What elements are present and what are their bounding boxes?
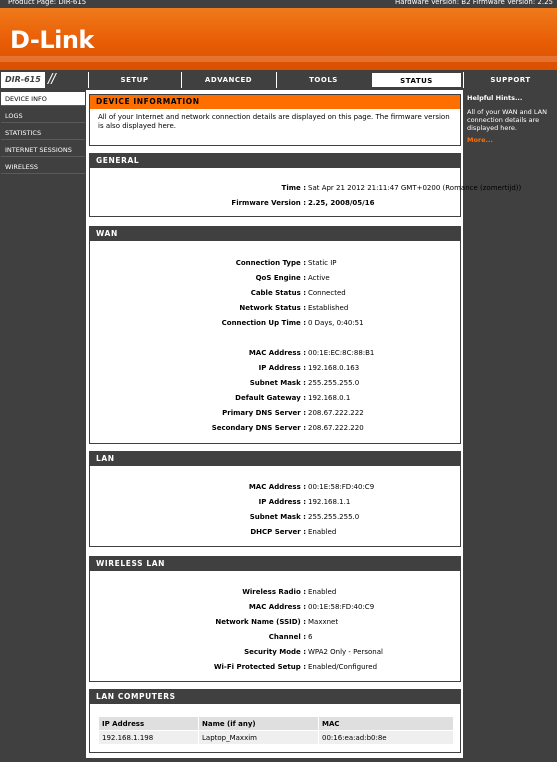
row-label: MAC Address :: [248, 349, 306, 357]
row-label: Subnet Mask :: [249, 379, 306, 387]
general-section: [89, 153, 522, 217]
wireless-row: [90, 601, 462, 613]
tab-support[interactable]: SUPPORT: [463, 72, 557, 88]
row-label: MAC Address :: [248, 603, 306, 611]
general-time-row: [90, 182, 522, 194]
wan-row: [90, 287, 462, 299]
wan-row: [90, 377, 462, 389]
row-label: Wireless Radio :: [242, 588, 306, 596]
row-label: QoS Engine :: [255, 274, 306, 282]
lan-computers-table: [98, 716, 454, 745]
dlink-logo: D-Link: [10, 26, 94, 54]
banner-stripe: [0, 56, 557, 62]
row-label: Default Gateway :: [235, 394, 306, 402]
column-header: MAC: [319, 717, 454, 731]
row-value: 208.67.222.222: [308, 409, 364, 417]
row-value: 255.255.255.0: [308, 379, 360, 387]
row-value: Enabled: [308, 528, 337, 536]
wireless-row: [90, 586, 462, 598]
column-header: Name (if any): [199, 717, 319, 731]
row-label: DHCP Server :: [250, 528, 306, 536]
general-title: GENERAL: [90, 154, 460, 168]
model-badge: DIR-615: [1, 72, 45, 88]
row-value: Enabled: [308, 588, 337, 596]
lan-computers-title: LAN COMPUTERS: [90, 690, 460, 704]
row-value: Sat Apr 21 2012 21:11:47 GMT+0200 (Romance (zomertijd)): [308, 184, 522, 192]
wireless-row: [90, 631, 462, 643]
row-label: Connection Up Time :: [221, 319, 306, 327]
sidebar-item-internet-sessions[interactable]: INTERNET SESSIONS: [1, 143, 85, 157]
row-label: Time :: [281, 184, 306, 192]
row-value: 255.255.255.0: [308, 513, 360, 521]
row-value: Established: [308, 304, 349, 312]
row-value: Enabled/Configured: [308, 663, 378, 671]
lan-row: [90, 481, 462, 493]
lan-section: [89, 451, 461, 547]
row-label: Primary DNS Server :: [222, 409, 306, 417]
sidebar-item-wireless[interactable]: WIRELESS: [1, 160, 85, 174]
top-info-bar: [0, 0, 557, 8]
hints-text: All of your WAN and LAN connection details are displayed here.: [467, 108, 547, 132]
wireless-row: [90, 616, 462, 628]
bottom-bar: [0, 758, 557, 762]
row-value: 192.168.0.1: [308, 394, 351, 402]
row-value: 00:1E:58:FD:40:C9: [308, 603, 375, 611]
row-value: 192.168.1.1: [308, 498, 351, 506]
lan-computers-section: [89, 689, 461, 753]
table-header-row: [99, 717, 454, 731]
row-value: Maxxnet: [308, 618, 339, 626]
row-value: 00:1E:58:FD:40:C9: [308, 483, 375, 491]
table-cell: 00:16:ea:ad:b0:8e: [319, 731, 454, 745]
wan-row: [90, 302, 462, 314]
row-value: 208.67.222.220: [308, 424, 364, 432]
sidebar-item-device-info[interactable]: DEVICE INFO: [1, 92, 85, 106]
row-label: Wi-Fi Protected Setup :: [213, 663, 306, 671]
header-banner: [0, 8, 557, 70]
tab-tools[interactable]: TOOLS: [276, 72, 370, 88]
lan-title: LAN: [90, 452, 460, 466]
general-firmware-row: [90, 197, 462, 209]
left-sidebar: [0, 90, 86, 762]
tab-advanced[interactable]: ADVANCED: [181, 72, 275, 88]
wan-row: [90, 317, 462, 329]
hints-title: Helpful Hints...: [467, 94, 523, 102]
wan-title: WAN: [90, 227, 460, 241]
table-cell: 192.168.1.198: [99, 731, 199, 745]
row-label: Channel :: [268, 633, 306, 641]
device-info-section: [89, 94, 461, 146]
wan-row: [90, 407, 462, 419]
sidebar-item-logs[interactable]: LOGS: [1, 109, 85, 123]
row-value: 0 Days, 0:40:51: [308, 319, 364, 327]
wan-row: [90, 272, 462, 284]
row-label: Network Name (SSID) :: [215, 618, 306, 626]
row-label: MAC Address :: [248, 483, 306, 491]
tab-status[interactable]: STATUS: [371, 72, 462, 88]
row-value: Active: [308, 274, 330, 282]
wan-row: [90, 362, 462, 374]
row-value: Connected: [308, 289, 346, 297]
column-header: IP Address: [99, 717, 199, 731]
row-value: 00:1E:EC:8C:88:B1: [308, 349, 375, 357]
table-cell: Laptop_Maxxim: [199, 731, 319, 745]
row-value: 192.168.0.163: [308, 364, 360, 372]
lan-row: [90, 496, 462, 508]
hints-more-link[interactable]: More...: [467, 136, 493, 144]
wan-row: [90, 347, 462, 359]
wan-row: [90, 257, 462, 269]
wireless-lan-title: WIRELESS LAN: [90, 557, 460, 571]
device-info-description: All of your Internet and network connection details are displayed on this page. The firmware version is also displayed here.: [98, 113, 450, 130]
row-label: Subnet Mask :: [249, 513, 306, 521]
slash-decoration: //: [48, 72, 55, 87]
row-label: Cable Status :: [250, 289, 306, 297]
row-value: WPA2 Only - Personal: [308, 648, 383, 656]
sidebar-item-statistics[interactable]: STATISTICS: [1, 126, 85, 140]
row-value: 2.25, 2008/05/16: [308, 199, 375, 207]
wan-row: [90, 422, 462, 434]
table-row: [99, 731, 454, 745]
row-label: Firmware Version :: [231, 199, 306, 207]
wan-section: [89, 226, 461, 444]
row-value: Static IP: [308, 259, 337, 267]
wireless-row: [90, 646, 462, 658]
device-info-title: DEVICE INFORMATION: [90, 95, 460, 109]
tab-setup[interactable]: SETUP: [88, 72, 180, 88]
row-label: Connection Type :: [235, 259, 306, 267]
wan-row: [90, 392, 462, 404]
wireless-lan-section: [89, 556, 461, 682]
row-label: IP Address :: [258, 364, 306, 372]
product-page-label: Product Page: DIR-615: [8, 0, 87, 6]
version-label: Hardware Version: B2 Firmware Version: 2.25: [394, 0, 553, 6]
row-value: 6: [308, 633, 313, 641]
row-label: Network Status :: [239, 304, 306, 312]
row-label: Security Mode :: [244, 648, 306, 656]
row-label: Secondary DNS Server :: [211, 424, 306, 432]
lan-row: [90, 526, 462, 538]
row-label: IP Address :: [258, 498, 306, 506]
wireless-row: [90, 661, 462, 673]
lan-row: [90, 511, 462, 523]
